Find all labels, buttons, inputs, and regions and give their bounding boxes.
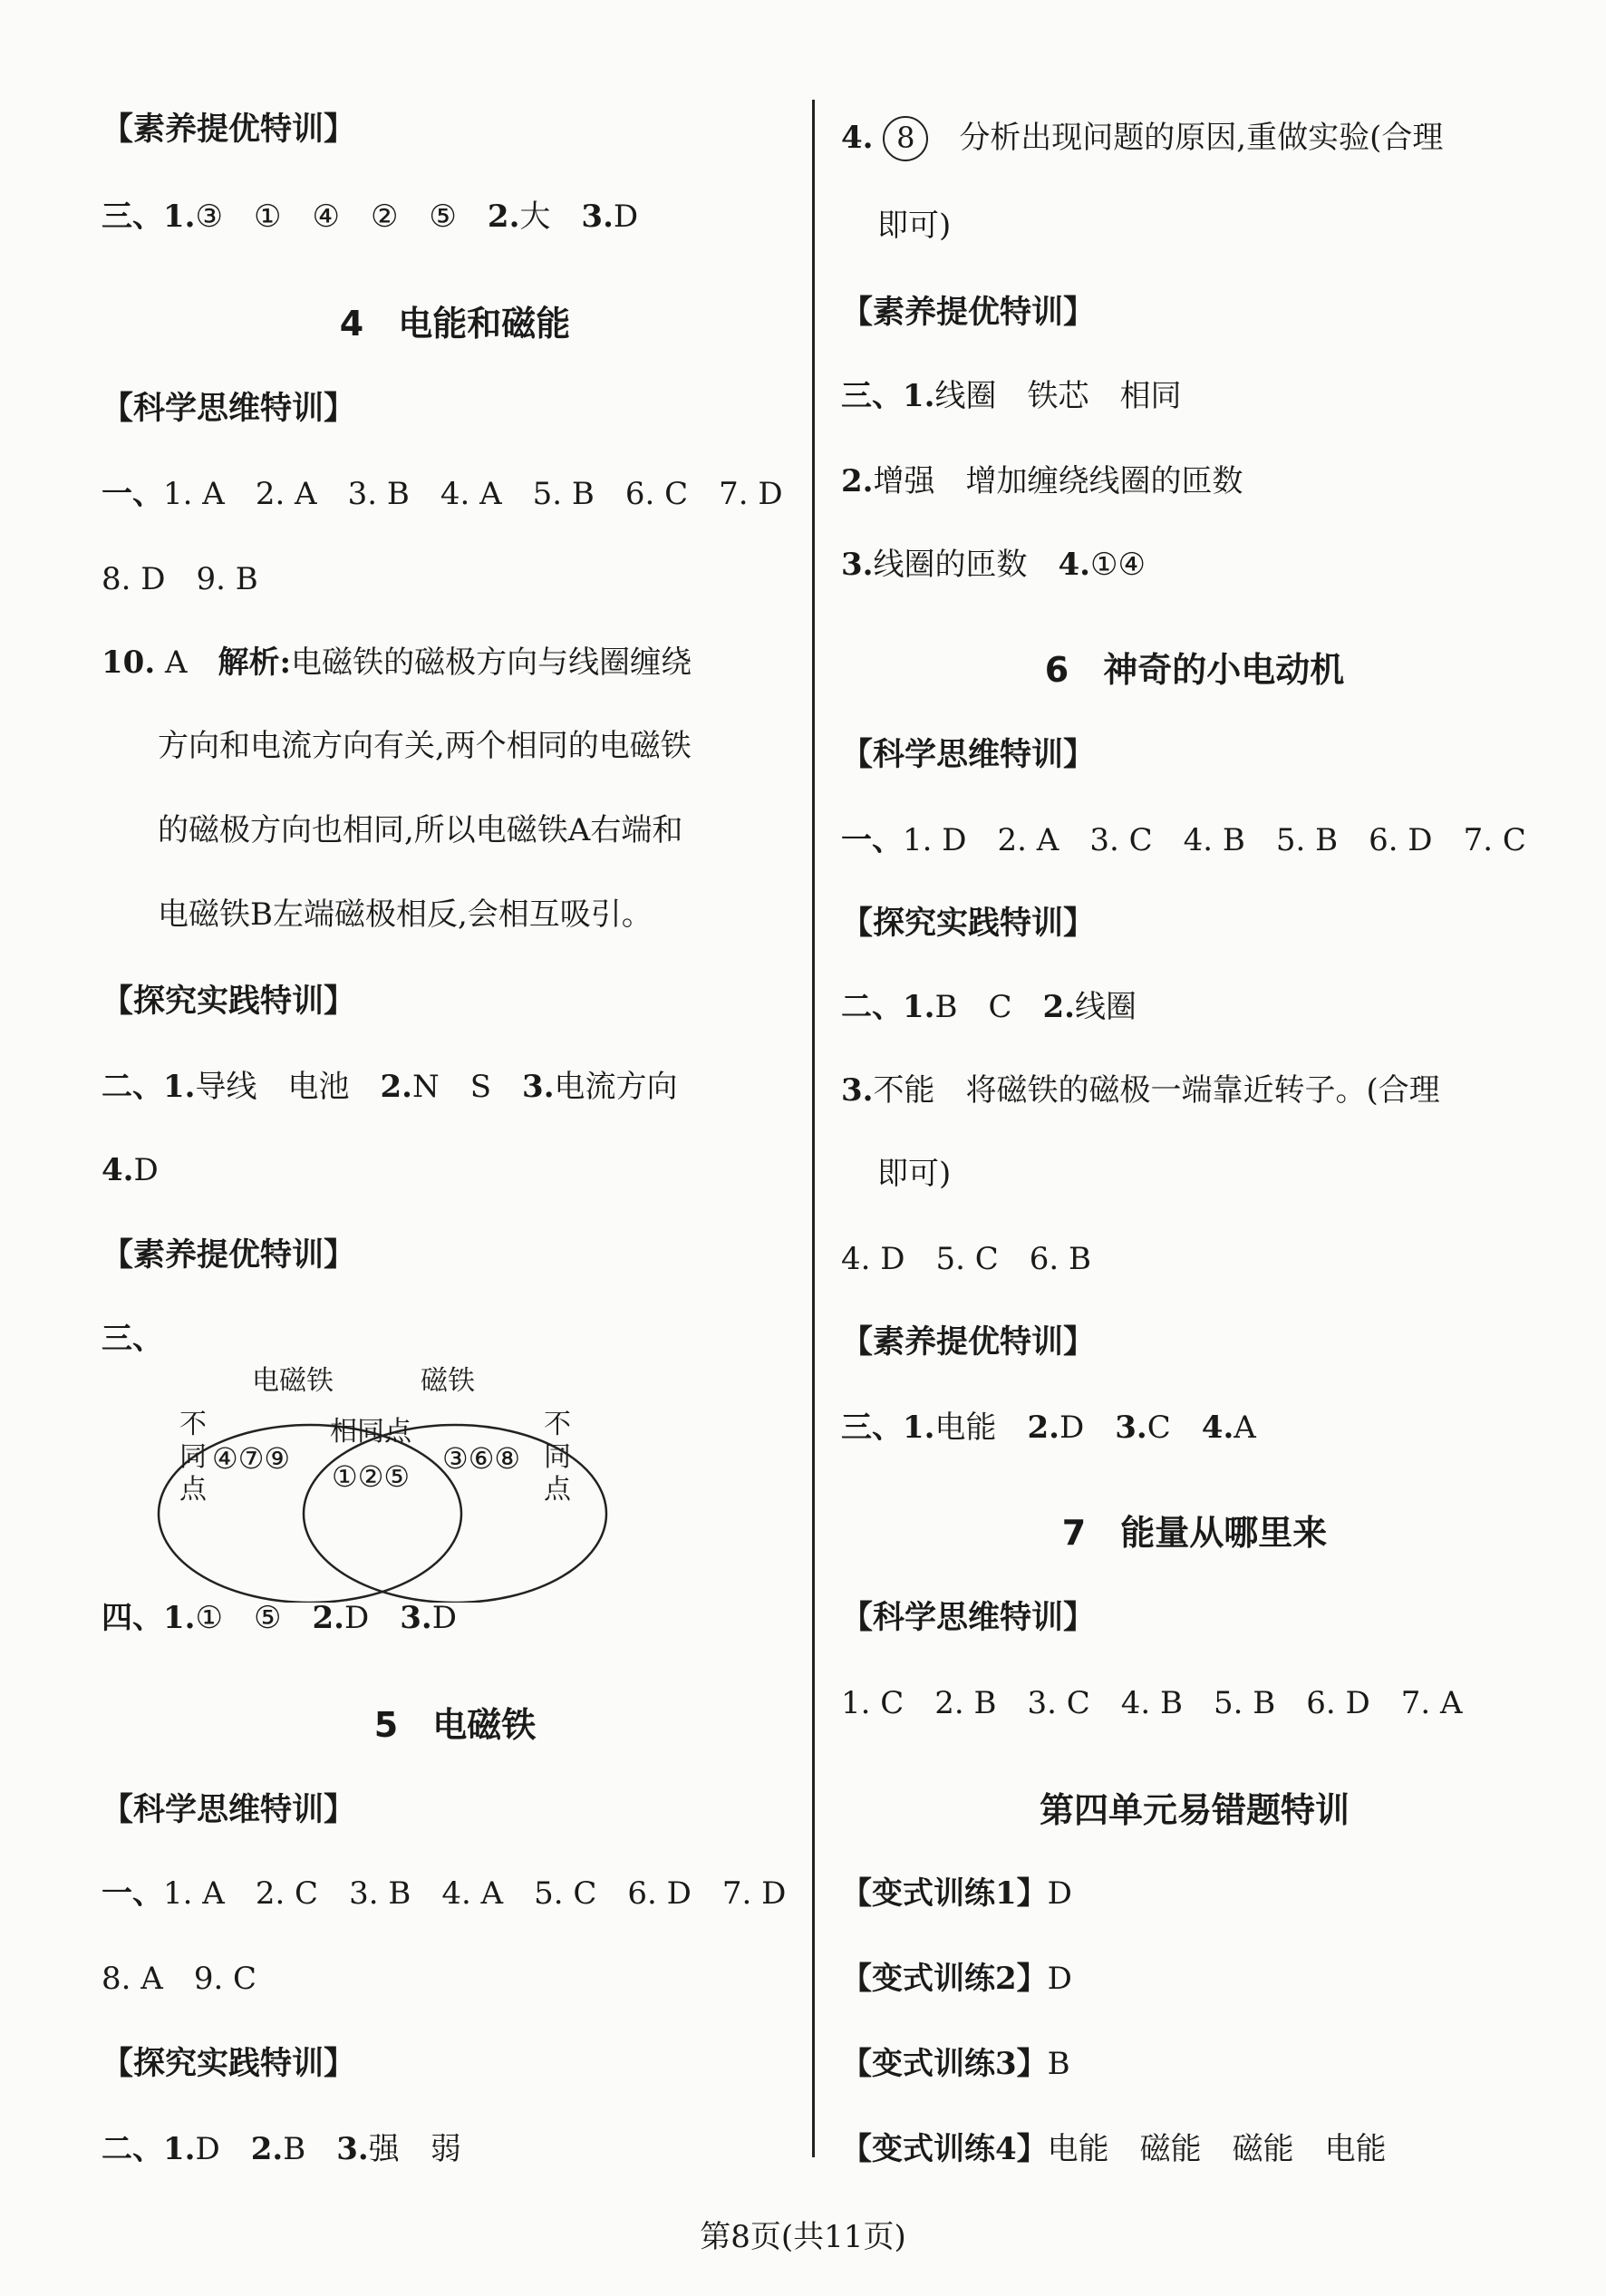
- lesson-title: 7 能量从哪里来: [1061, 1513, 1328, 1553]
- answer-explanation: 10. A 解析:电磁铁的磁极方向与线圈缠绕: [102, 644, 692, 681]
- answer-line: 4.D: [102, 1152, 159, 1188]
- answer-line: 2.增强 增加缠绕线圈的匝数: [841, 463, 1243, 499]
- answer-line: 3.线圈的匝数 4.①④: [841, 547, 1146, 583]
- venn-label-magnet: 磁铁: [421, 1365, 475, 1397]
- answer-line: 四、1.① ⑤ 2.D 3.D: [102, 1600, 457, 1636]
- explanation-line: 的磁极方向也相同,所以电磁铁A右端和: [158, 812, 683, 848]
- venn-same-label: 相同点: [330, 1416, 411, 1448]
- answer-line: 一、1. D 2. A 3. C 4. B 5. B 6. D 7. C: [841, 822, 1526, 858]
- answer-line: 8. A 9. C: [102, 1961, 257, 1997]
- section-header: 【探究实践特训】: [102, 983, 356, 1020]
- answer-continuation: 即可): [877, 1156, 952, 1192]
- answer-line: 三、1.③ ① ④ ② ⑤ 2.大 3.D: [102, 199, 639, 235]
- answer-line: 8. D 9. B: [102, 561, 258, 597]
- column-divider: [812, 100, 815, 2157]
- venn-diagram: [156, 1358, 609, 1603]
- answer-line: 二、1.B C 2.线圈: [841, 989, 1137, 1025]
- page-footer: 第8页(共11页): [700, 2219, 906, 2255]
- explanation-line: 电磁铁B左端磁极相反,会相互吸引。: [158, 896, 653, 933]
- section-header: 【探究实践特训】: [102, 2046, 356, 2082]
- section-header: 【科学思维特训】: [841, 737, 1096, 773]
- lesson-title: 6 神奇的小电动机: [1044, 650, 1345, 690]
- lesson-title: 5 电磁铁: [373, 1705, 537, 1745]
- section-header: 【科学思维特训】: [102, 1792, 356, 1828]
- venn-diff-left-label: 不 同 点: [179, 1409, 207, 1506]
- section-header: 【素养提优特训】: [841, 1324, 1096, 1361]
- section-header: 【科学思维特训】: [841, 1600, 1096, 1636]
- answer-line: 4. D 5. C 6. B: [841, 1241, 1092, 1277]
- venn-diff-right-values: ③⑥⑧: [442, 1441, 521, 1476]
- section-header: 【科学思维特训】: [102, 391, 356, 427]
- unit-title: 第四单元易错题特训: [1039, 1790, 1350, 1830]
- venn-diff-left-values: ④⑦⑨: [212, 1441, 291, 1476]
- answer-line: 3.不能 将磁铁的磁极一端靠近转子。(合理: [841, 1072, 1440, 1109]
- answer-line: 一、1. A 2. A 3. B 4. A 5. B 6. C 7. D: [102, 476, 783, 512]
- section-header: 【素养提优特训】: [102, 1237, 356, 1274]
- answer-line: 二、1.D 2.B 3.强 弱: [102, 2131, 461, 2167]
- section-header: 【素养提优特训】: [841, 295, 1096, 331]
- variant-training-1: 【变式训练1】D: [841, 1875, 1072, 1912]
- answer-prefix: 三、: [102, 1321, 163, 1357]
- circled-number: 8: [883, 116, 928, 161]
- answer-line: 一、1. A 2. C 3. B 4. A 5. C 6. D 7. D: [102, 1875, 787, 1912]
- answer-line: 三、1.电能 2.D 3.C 4.A: [841, 1410, 1256, 1446]
- explanation-line: 方向和电流方向有关,两个相同的电磁铁: [158, 728, 692, 764]
- variant-training-2: 【变式训练2】D: [841, 1961, 1072, 1997]
- venn-label-electromagnet: 电磁铁: [252, 1365, 334, 1397]
- answer-line: 4. 8 分析出现问题的原因,重做实验(合理: [841, 116, 1443, 161]
- answer-line: 1. C 2. B 3. C 4. B 5. B 6. D 7. A: [841, 1685, 1463, 1721]
- section-header: 【素养提优特训】: [102, 111, 356, 148]
- venn-diff-right-label: 不 同 点: [544, 1409, 571, 1506]
- section-header: 【探究实践特训】: [841, 906, 1096, 942]
- variant-training-4: 【变式训练4】电能 磁能 磁能 电能: [841, 2131, 1387, 2167]
- answer-line: 三、1.线圈 铁芯 相同: [841, 378, 1182, 414]
- lesson-title: 4 电能和磁能: [339, 304, 571, 344]
- answer-continuation: 即可): [877, 208, 952, 244]
- venn-same-values: ①②⑤: [332, 1459, 411, 1494]
- answer-line: 二、1.导线 电池 2.N S 3.电流方向: [102, 1069, 678, 1105]
- variant-training-3: 【变式训练3】B: [841, 2046, 1070, 2082]
